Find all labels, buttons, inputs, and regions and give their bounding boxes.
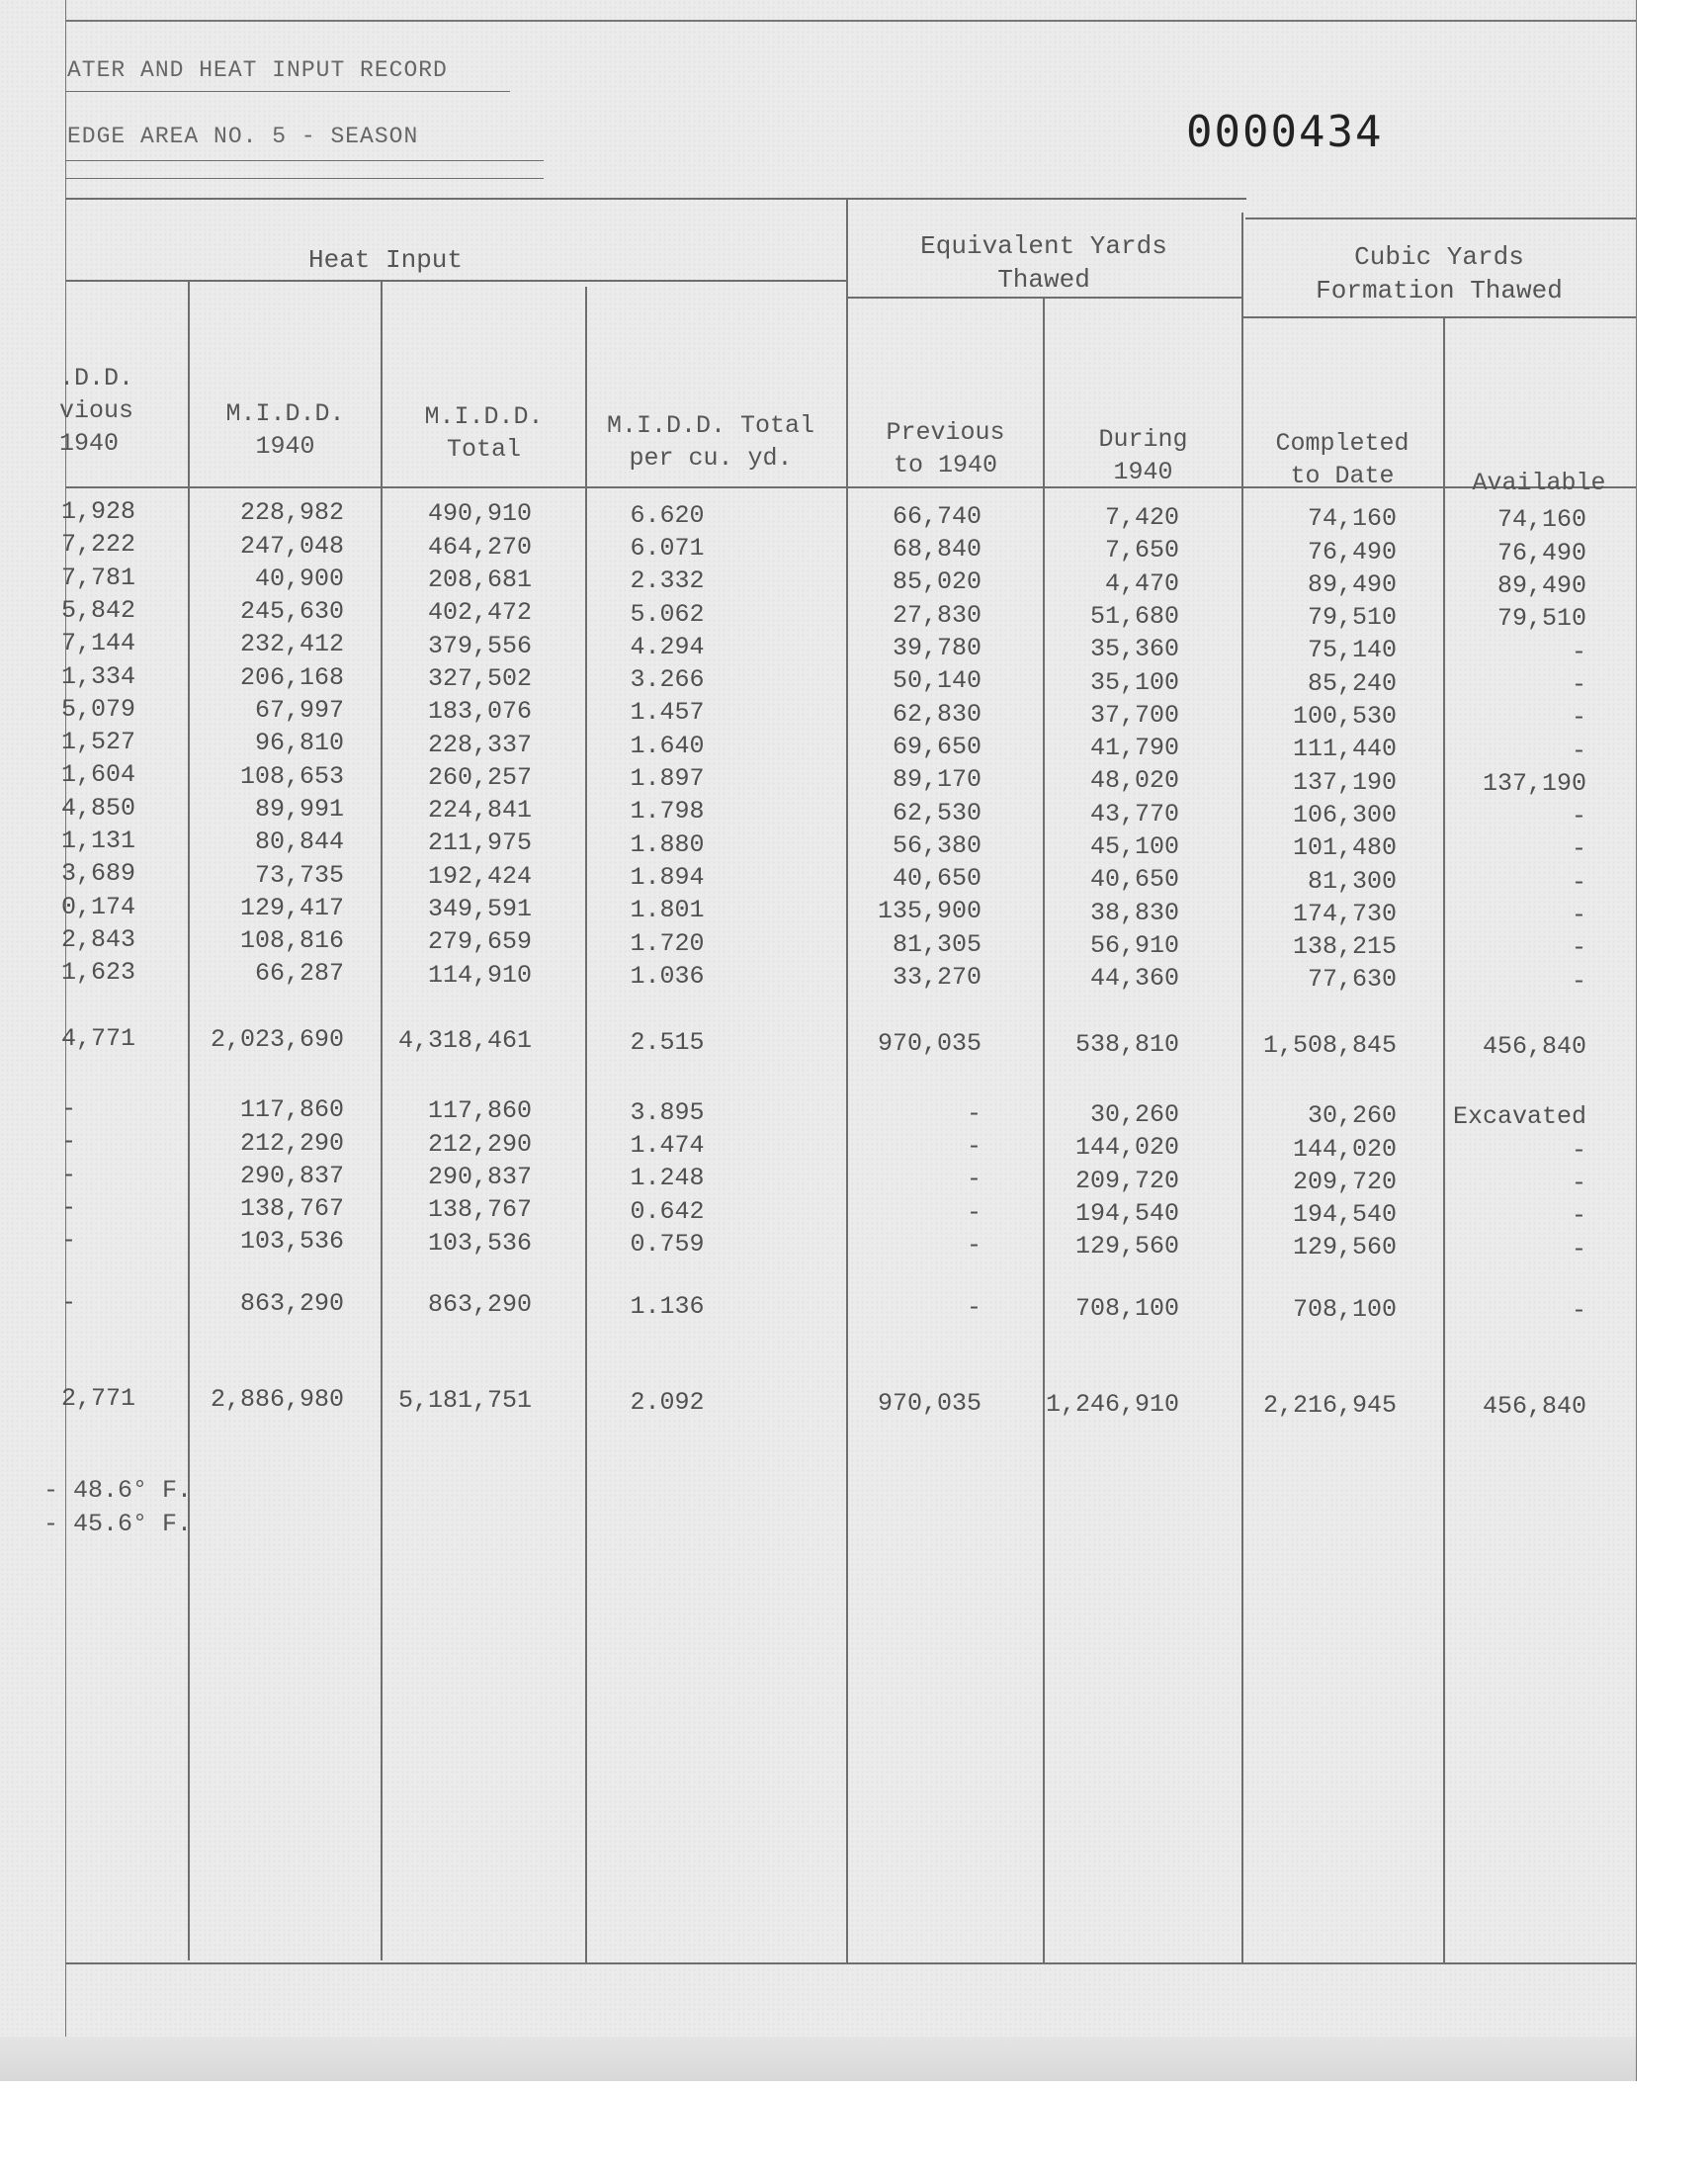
table-row-cell-4: 81,305 [892,929,982,959]
table-row-cell-1: 290,837 [239,1161,344,1190]
col-divider-2 [381,280,383,1960]
table-row-cell-4: 62,830 [892,699,982,729]
table-row-cell-2: 260,257 [427,762,532,792]
table-row-cell-5: 4,470 [1104,568,1179,598]
table-row-cell-3: 1.248 [630,1164,705,1193]
table-row-cell-3: 6.620 [630,500,705,530]
table-row-cell-3: 2.332 [630,566,705,596]
table-row-cell-0: 7,144 [61,629,136,658]
table-row-cell-4: - [966,1132,982,1162]
table-row-cell-6: 111,440 [1292,735,1397,764]
table-row-subtotal-cell-6: 708,100 [1292,1295,1397,1325]
table-row-cell-1: 40,900 [254,564,344,593]
table-row-cell-3: 0.642 [630,1196,705,1226]
table-row-cell-6: 194,540 [1292,1200,1397,1230]
table-row-grand-total-cell-7: 456,840 [1482,1392,1586,1422]
table-row-cell-7: - [1571,703,1586,733]
table-row-cell-2: 290,837 [427,1163,532,1191]
column-header-previous-to-1940-line2: to 1940 [893,451,998,479]
table-row-cell-5: 7,420 [1104,503,1179,532]
document-title: ATER AND HEAT INPUT RECORD [67,57,448,83]
table-row-cell-2: 117,860 [427,1096,532,1126]
column-header-previous-midd-line3: 1940 [59,429,120,458]
table-row-cell-3: 3.266 [630,665,705,695]
table-row-cell-7: 89,490 [1496,571,1586,600]
table-row-cell-4: 33,270 [892,963,982,992]
column-header-available-line1: Available [1472,469,1606,497]
col-divider-3 [585,287,587,1962]
table-row-cell-6: 138,215 [1292,932,1397,962]
table-row-cell-6: 79,510 [1307,603,1397,633]
table-row-cell-4: 135,900 [877,897,982,926]
table-row-cell-1: 108,816 [239,926,344,956]
column-header-during-1940-line1: During [1098,425,1188,454]
table-row-cell-2: 490,910 [427,499,532,529]
table-row-cell-5: 194,540 [1074,1198,1179,1228]
table-row-cell-7: - [1571,736,1586,765]
table-row-subtotal-cell-3: 1.136 [630,1291,705,1321]
table-row-cell-6: 89,490 [1307,569,1397,599]
table-row-cell-4: 39,780 [892,634,982,662]
table-row-cell-7: - [1571,1201,1586,1231]
table-row-cell-2: 192,424 [427,861,532,891]
table-row-grand-total-cell-1: 2,886,980 [210,1385,344,1415]
table-row-cell-4: 56,380 [892,830,982,860]
table-row-cell-5: 37,700 [1089,700,1179,730]
col-divider-1 [188,280,190,1960]
table-row-cell-7: - [1571,933,1586,963]
table-row-cell-2: 224,841 [427,796,532,826]
table-row-subtotal-cell-1: 863,290 [239,1289,344,1319]
table-row-cell-0: 1,527 [61,728,136,757]
subtitle-double-underline [65,178,544,179]
table-row-subtotal-cell-2: 4,318,461 [397,1026,532,1056]
table-row-cell-0: 7,781 [61,563,136,592]
table-row-cell-3: 1.801 [630,896,705,925]
column-header-midd-1940-line1: M.I.D.D. [225,399,345,428]
table-row-cell-0: - [61,1160,77,1189]
group-header-equivalent-yards [846,229,1241,297]
table-row-cell-3: 1.894 [630,862,705,892]
table-row-subtotal-cell-7: 456,840 [1482,1032,1586,1062]
table-row-cell-4: - [966,1197,982,1227]
table-row-cell-2: 114,910 [427,960,532,990]
column-header-during-1940 [1045,423,1241,488]
table-row-cell-7: - [1571,1169,1586,1197]
table-row-subtotal-cell-0: 4,771 [61,1024,136,1053]
table-row-cell-5: 144,020 [1074,1133,1179,1163]
table-row-cell-6: 75,140 [1307,636,1397,665]
table-row-cell-4: 69,650 [892,732,982,761]
table-row-grand-total-cell-6: 2,216,945 [1262,1391,1397,1421]
table-row-cell-2: 208,681 [427,566,532,594]
paper-bottom-edge [0,2037,1636,2081]
table-row-cell-2: 183,076 [427,697,532,727]
table-row-subtotal-cell-5: 538,810 [1074,1030,1179,1059]
table-row-cell-7: - [1571,901,1586,929]
table-row-subtotal-cell-3: 2.515 [630,1027,705,1057]
table-row-cell-0: 5,079 [61,694,136,724]
group-header-equivalent-yards-line1: Equivalent Yards [920,231,1167,261]
column-header-midd-total [383,400,585,466]
table-row-cell-2: 402,472 [427,598,532,628]
table-row-cell-7: 79,510 [1496,604,1586,634]
table-row-subtotal-cell-2: 863,290 [427,1290,532,1320]
column-header-midd-total-line1: M.I.D.D. [424,402,544,431]
column-header-midd-per-cu-yd [581,409,840,475]
table-row-cell-7: - [1571,867,1586,897]
table-row-cell-0: 1,334 [61,661,136,691]
column-header-completed-to-date-line2: to Date [1290,462,1395,490]
table-row-subtotal-cell-1: 2,023,690 [210,1025,344,1055]
table-row-cell-0: 1,604 [61,760,136,790]
column-header-midd-1940-line2: 1940 [255,432,315,461]
table-row-cell-5: 40,650 [1089,865,1179,895]
table-row-cell-0: 3,689 [61,859,136,889]
table-bottom-line [65,1962,1636,1964]
table-row-cell-0: 4,850 [61,793,136,823]
column-header-midd-1940 [190,397,381,463]
table-row-cell-2: 212,290 [427,1129,532,1159]
table-row-cell-6: 144,020 [1292,1134,1397,1164]
table-row-cell-3: 1.640 [630,731,705,760]
table-row-cell-7: - [1571,834,1586,864]
table-row-cell-5: 35,360 [1089,635,1179,664]
table-row-grand-total-cell-0: 2,771 [61,1384,136,1413]
table-row-cell-7: - [1571,669,1586,699]
column-header-during-1940-line2: 1940 [1113,458,1173,486]
table-row-cell-4: 85,020 [892,567,982,597]
temperature-note-1: - 48.6° F. [43,1476,193,1505]
table-row-subtotal-cell-0: - [61,1288,77,1317]
table-row-cell-4: 40,650 [892,864,982,894]
table-row-cell-7: 76,490 [1496,538,1586,567]
table-row-cell-6: 81,300 [1307,866,1397,896]
table-top-line [65,198,1246,200]
table-row-cell-2: 228,337 [427,730,532,759]
table-row-cell-1: 96,810 [254,729,344,758]
table-row-cell-3: 1.897 [630,764,705,793]
table-row-cell-2: 279,659 [427,927,532,957]
table-top-line-right [1245,218,1636,219]
table-row-subtotal-cell-4: 970,035 [877,1028,982,1058]
table-row-cell-4: - [966,1098,982,1128]
table-row-cell-2: 379,556 [427,631,532,660]
table-row-cell-6: 30,260 [1307,1101,1397,1131]
table-row-cell-1: 245,630 [239,597,344,627]
table-row-cell-5: 129,560 [1074,1232,1179,1262]
table-row-cell-6: 85,240 [1307,668,1397,698]
table-row-cell-5: 48,020 [1089,766,1179,796]
table-row-cell-7: 137,190 [1482,768,1586,798]
table-row-cell-5: 43,770 [1089,799,1179,828]
group-header-cubic-yards-line1: Cubic Yards [1354,242,1524,272]
table-row-cell-2: 464,270 [427,532,532,562]
col-divider-5 [1043,297,1045,1962]
table-row-cell-3: 1.798 [630,797,705,826]
table-row-cell-4: 62,530 [892,798,982,827]
group-header-heat-input: Heat Input [307,245,464,275]
column-header-midd-per-cu-yd-line2: per cu. yd. [629,444,793,473]
table-row-cell-7: 74,160 [1496,505,1586,535]
table-row-cell-1: 73,735 [254,860,344,890]
table-row-cell-2: 138,767 [427,1195,532,1225]
table-row-cell-1: 89,991 [254,794,344,824]
table-row-cell-7: - [1571,637,1586,666]
table-row-cell-0: 7,222 [61,530,136,560]
table-row-cell-6: 77,630 [1307,965,1397,995]
table-row-cell-0: 1,131 [61,826,136,855]
column-header-previous-to-1940-line1: Previous [886,418,1005,447]
column-header-midd-per-cu-yd-line1: M.I.D.D. Total [606,411,815,440]
table-row-cell-3: 6.071 [630,533,705,563]
group-header-equivalent-yards-line2: Thawed [997,265,1090,295]
table-row-cell-1: 232,412 [239,630,344,659]
table-row-cell-5: 7,650 [1104,536,1179,566]
table-row-cell-2: 103,536 [427,1228,532,1258]
group-header-divider [65,280,846,282]
document-number: 0000434 [1186,107,1384,157]
table-row-grand-total-cell-4: 970,035 [877,1388,982,1418]
table-row-cell-1: 103,536 [239,1227,344,1257]
table-row-cell-3: 3.895 [630,1097,705,1127]
table-row-cell-4: 27,830 [892,600,982,630]
table-row-cell-4: 68,840 [892,535,982,565]
table-row-cell-6: 101,480 [1292,833,1397,863]
table-row-cell-5: 35,100 [1089,667,1179,697]
table-row-cell-5: 56,910 [1089,930,1179,960]
table-row-cell-4: - [966,1231,982,1260]
table-row-cell-5: 45,100 [1089,832,1179,861]
table-row-cell-1: 247,048 [239,531,344,561]
right-edge-line [1636,0,1637,2081]
table-row-cell-0: 2,843 [61,924,136,954]
column-header-previous-midd-line2: vious [59,396,134,425]
table-row-subtotal-cell-6: 1,508,845 [1262,1031,1397,1061]
column-header-completed-to-date-line1: Completed [1275,429,1409,458]
table-row-cell-0: 0,174 [61,892,136,921]
table-row-cell-3: 5.062 [630,599,705,629]
table-row-cell-3: 1.036 [630,961,705,991]
table-row-cell-5: 51,680 [1089,601,1179,631]
table-row-cell-3: 1.457 [630,698,705,728]
table-row-cell-1: 212,290 [239,1128,344,1158]
table-row-cell-0: 5,842 [61,595,136,625]
table-row-cell-6: 106,300 [1292,800,1397,829]
column-header-previous-to-1940 [848,416,1043,481]
table-row-cell-1: 138,767 [239,1194,344,1224]
table-row-grand-total-cell-2: 5,181,751 [397,1386,532,1416]
column-header-previous-midd [59,362,148,460]
table-row-cell-5: 30,260 [1089,1100,1179,1129]
table-row-cell-7: - [1571,1135,1586,1165]
table-row-cell-1: 66,287 [254,959,344,989]
table-row-cell-6: 76,490 [1307,537,1397,566]
table-row-subtotal-cell-4: - [966,1292,982,1322]
table-row-cell-3: 4.294 [630,632,705,661]
table-row-cell-0: 1,623 [61,958,136,988]
document-subtitle: EDGE AREA NO. 5 - SEASON [67,124,419,149]
column-header-midd-total-line2: Total [446,435,521,464]
table-row-cell-6: 174,730 [1292,899,1397,928]
table-row-cell-0: 1,928 [61,497,136,526]
group-header-cubic-yards [1241,240,1637,307]
temperature-note-2: - 45.6° F. [43,1510,193,1538]
table-row-cell-0: - [61,1226,77,1256]
top-edge-line [65,20,1637,22]
table-row-cell-5: 44,360 [1089,964,1179,994]
table-row-cell-6: 129,560 [1292,1233,1397,1262]
table-row-cell-7: Excavated [1452,1102,1586,1132]
table-row-cell-5: 209,720 [1074,1166,1179,1195]
table-row-cell-4: 66,740 [892,501,982,531]
table-row-cell-1: 108,653 [239,761,344,791]
table-row-cell-6: 100,530 [1292,702,1397,731]
column-header-previous-midd-line1: .D.D. [59,364,134,392]
table-row-cell-6: 209,720 [1292,1167,1397,1196]
table-row-cell-1: 67,997 [254,696,344,725]
table-row-cell-3: 1.720 [630,928,705,958]
table-row-cell-6: 74,160 [1307,504,1397,534]
table-row-cell-4: - [966,1165,982,1194]
group-header-cubic-yards-line2: Formation Thawed [1316,276,1563,305]
table-row-cell-0: - [61,1127,77,1157]
table-row-cell-0: - [61,1094,77,1123]
table-row-cell-6: 137,190 [1292,767,1397,797]
table-row-cell-5: 38,830 [1089,898,1179,927]
table-row-cell-1: 129,417 [239,893,344,922]
table-row-cell-3: 0.759 [630,1229,705,1259]
table-row-cell-7: - [1571,802,1586,831]
subtitle-underline [65,160,544,161]
table-row-grand-total-cell-5: 1,246,910 [1046,1390,1180,1419]
table-row-cell-2: 349,591 [427,895,532,923]
table-row-cell-1: 206,168 [239,662,344,692]
table-row-cell-7: - [1571,966,1586,996]
table-row-cell-5: 41,790 [1089,734,1179,763]
table-row-grand-total-cell-3: 2.092 [630,1387,705,1417]
table-row-cell-3: 1.880 [630,829,705,859]
table-row-cell-1: 80,844 [254,827,344,857]
table-row-cell-0: - [61,1192,77,1222]
column-header-completed-to-date [1243,427,1441,492]
table-row-cell-1: 117,860 [239,1095,344,1125]
table-row-subtotal-cell-7: - [1571,1296,1586,1326]
table-row-subtotal-cell-5: 708,100 [1074,1294,1179,1323]
table-row-cell-4: 50,140 [892,666,982,696]
title-underline [65,91,510,92]
table-row-cell-4: 89,170 [892,765,982,795]
table-row-cell-7: - [1571,1234,1586,1263]
left-edge-line [65,0,66,2037]
table-row-cell-3: 1.474 [630,1130,705,1160]
table-row-cell-2: 327,502 [427,663,532,693]
column-header-available [1445,467,1633,499]
group-header-divider-right [1241,316,1636,318]
table-row-cell-2: 211,975 [427,828,532,858]
table-row-cell-1: 228,982 [239,498,344,528]
